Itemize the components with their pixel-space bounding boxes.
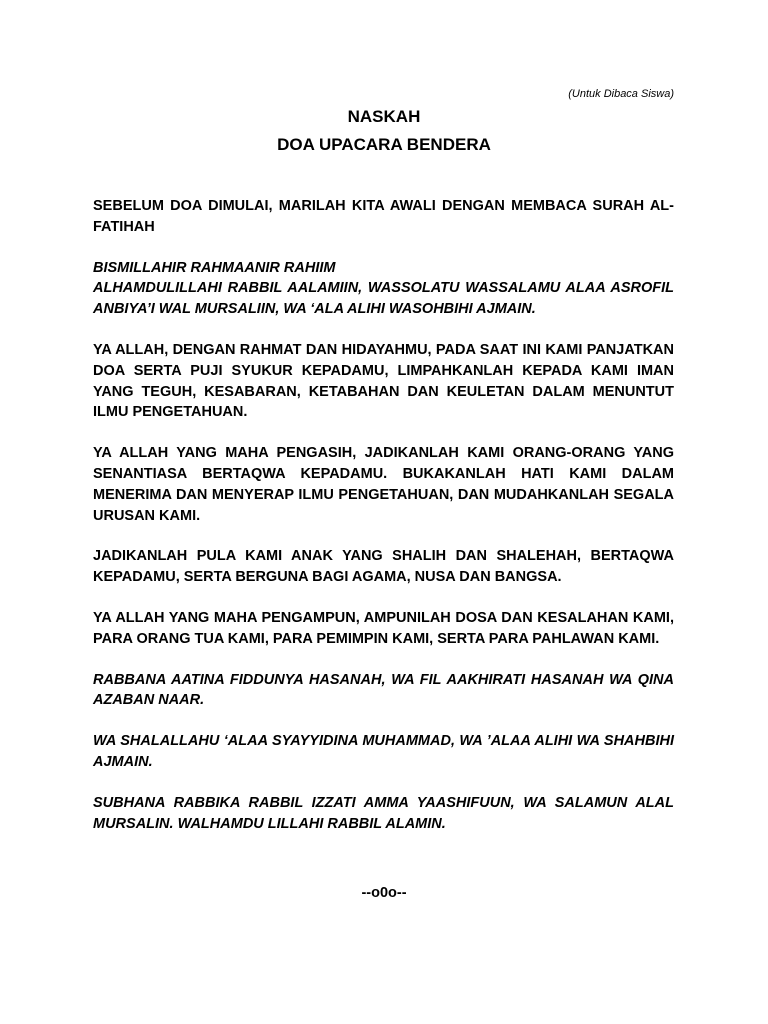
tasbih-paragraph: SUBHANA RABBIKA RABBIL IZZATI AMMA YAASHIFUUN, WA SALAMUN ALAL MURSALIN. WALHAMDU LILLAHI RABBIL ALAMIN. bbox=[93, 794, 674, 832]
document-subtitle: DOA UPACARA BENDERA bbox=[277, 135, 491, 154]
opening-prayer-paragraph bbox=[93, 258, 674, 320]
document-body bbox=[93, 196, 674, 854]
basmala-line: BISMILLAHIR RAHMAANIR RAHIIM bbox=[93, 259, 336, 276]
prayer-paragraph: YA ALLAH YANG MAHA PENGAMPUN, AMPUNILAH DOSA DAN KESALAHAN KAMI, PARA ORANG TUA KAMI, PARA PEMIMPIN KAMI, SERTA PARA PAHLAWAN KAMI. bbox=[93, 609, 674, 647]
reader-note: (Untuk Dibaca Siswa) bbox=[568, 88, 674, 100]
hamdalah-line: ALHAMDULILLAHI RABBIL AALAMIIN, WASSOLATU WASSALAMU ALAA ASROFIL ANBIYA’I WAL MURSALIIN, WA ‘ALA ALIHI WASOHBIHI AJMAIN. bbox=[93, 280, 674, 318]
prayer-paragraph: YA ALLAH YANG MAHA PENGASIH, JADIKANLAH KAMI ORANG-ORANG YANG SENANTIASA BERTAQWA KEPADAMU. BUKAKANLAH HATI KAMI DALAM MENERIMA DAN MENYERAP ILMU PENGETAHUAN, DAN MUDAHKANLAH SEGALA URUSAN KAMI. bbox=[93, 445, 674, 524]
closing-prayer-paragraph: RABBANA AATINA FIDDUNYA HASANAH, WA FIL AAKHIRATI HASANAH WA QINA AZABAN NAAR. bbox=[93, 671, 674, 709]
intro-paragraph: SEBELUM DOA DIMULAI, MARILAH KITA AWALI DENGAN MEMBACA SURAH AL-FATIHAH bbox=[93, 198, 674, 235]
ending-mark: --o0o-- bbox=[361, 885, 407, 901]
shalawat-paragraph: WA SHALALLAHU ‘ALAA SYAYYIDINA MUHAMMAD, WA ’ALAA ALIHI WA SHAHBIHI AJMAIN. bbox=[93, 733, 674, 770]
prayer-paragraph: JADIKANLAH PULA KAMI ANAK YANG SHALIH DAN SHALEHAH, BERTAQWA KEPADAMU, SERTA BERGUNA BAGI AGAMA, NUSA DAN BANGSA. bbox=[93, 548, 674, 586]
document-title: NASKAH bbox=[347, 107, 421, 126]
prayer-paragraph: YA ALLAH, DENGAN RAHMAT DAN HIDAYAHMU, PADA SAAT INI KAMI PANJATKAN DOA SERTA PUJI SYUKUR KEPADAMU, LIMPAHKANLAH KEPADA KAMI IMAN YANG TEGUH, KESABARAN, KETABAHAN DAN KEULETAN DALAM MENUNTUT ILMU PENGETAHUAN. bbox=[93, 341, 674, 421]
